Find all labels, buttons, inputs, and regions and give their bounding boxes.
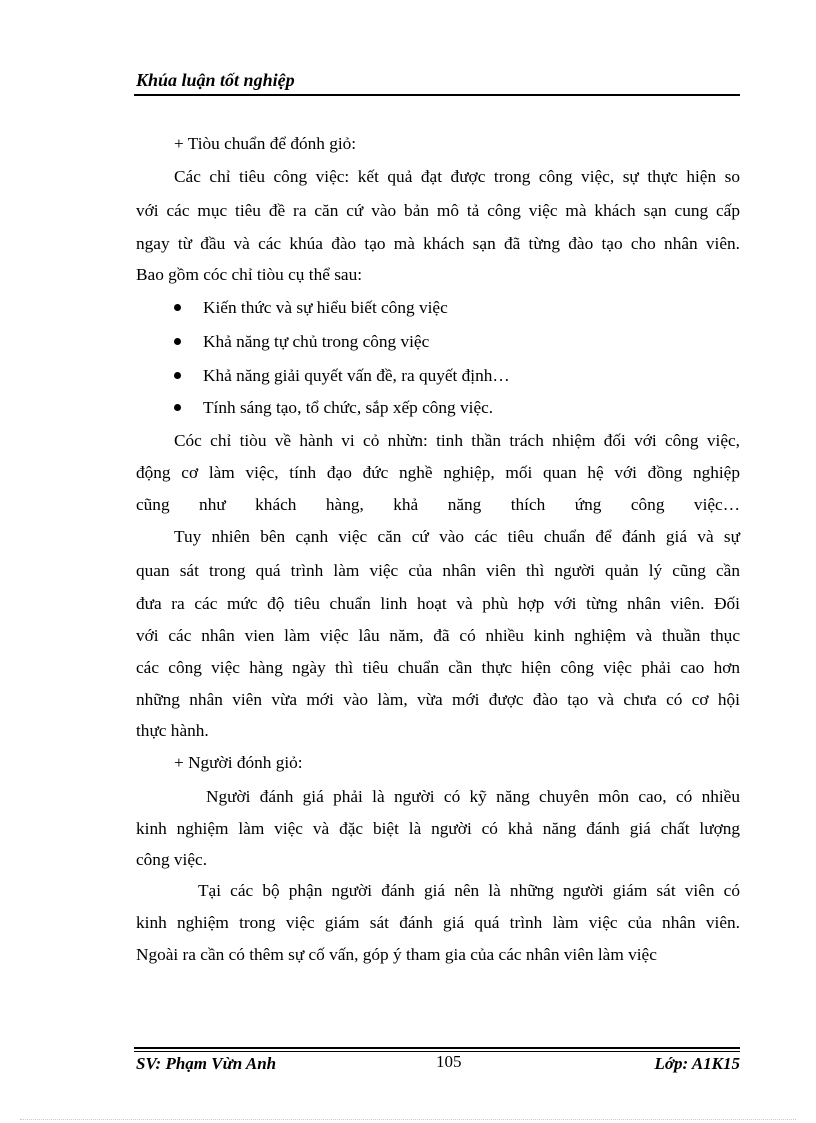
paragraph-line: Bao gồm cóc chỉ tiòu cụ thể sau:: [136, 265, 363, 284]
paragraph-line: cũng như khách hàng, khả năng thích ứng công việc…: [136, 495, 740, 514]
paragraph-line: Tuy nhiên bên cạnh việc căn cứ vào các tiêu chuẩn để đánh giá và sự: [174, 527, 740, 546]
paragraph-line: những nhân viên vừa mới vào làm, vừa mới được đào tạo và chưa có cơ hội: [136, 690, 740, 709]
paragraph-line: Ngoài ra cần có thêm sự cố vấn, góp ý tham gia của các nhân viên làm việc: [136, 945, 657, 964]
page-edge: [20, 1119, 796, 1120]
bullet-icon: [174, 404, 181, 411]
paragraph-line: kinh nghiệm làm việc và đặc biệt là người có khả năng đánh giá chất lượng: [136, 819, 740, 838]
paragraph-line: với các mục tiêu đề ra căn cứ vào bản mô tả công việc mà khách sạn cung cấp: [136, 201, 740, 220]
list-item: Khả năng tự chủ trong công việc: [203, 332, 430, 351]
paragraph-line: công việc.: [136, 850, 208, 869]
paragraph-line: ngay từ đầu và các khúa đào tạo mà khách sạn đã từng đào tạo cho nhân viên.: [136, 234, 740, 253]
paragraph-line: với các nhân vien làm việc lâu năm, đã có nhiều kinh nghiệm và thuần thục: [136, 626, 740, 645]
paragraph-line: động cơ làm việc, tính đạo đức nghề nghiệp, mối quan hệ với đồng nghiệp: [136, 463, 740, 482]
paragraph-line: Các chỉ tiêu công việc: kết quả đạt được trong công việc, sự thực hiện so: [174, 167, 740, 186]
class-label: Lớp: A1K15: [654, 1054, 740, 1073]
evaluator-heading: + Người đónh giỏ:: [174, 753, 303, 772]
list-item: Kiến thức và sự hiểu biết công việc: [203, 298, 448, 317]
footer-divider: [134, 1047, 740, 1049]
paragraph-line: Tại các bộ phận người đánh giá nên là những người giám sát viên có: [198, 881, 740, 900]
paragraph-line: đưa ra các mức độ tiêu chuẩn linh hoạt và phù hợp với từng nhân viên. Đối: [136, 594, 740, 613]
criteria-heading: + Tiòu chuẩn để đónh giỏ:: [174, 134, 357, 153]
bullet-icon: [174, 304, 181, 311]
header-divider: [134, 94, 740, 96]
document-title: Khúa luận tốt nghiệp: [136, 70, 295, 90]
bullet-icon: [174, 338, 181, 345]
paragraph-line: quan sát trong quá trình làm việc của nhân viên thì người quản lý cũng cần: [136, 561, 740, 580]
list-item: Khả năng giải quyết vấn đề, ra quyết định…: [203, 366, 510, 385]
paragraph-line: các công việc hàng ngày thì tiêu chuẩn cần thực hiện công việc phải cao hơn: [136, 658, 740, 677]
bullet-icon: [174, 372, 181, 379]
paragraph-line: Người đánh giá phải là người có kỹ năng chuyên môn cao, có nhiều: [206, 787, 740, 806]
page-number: 105: [436, 1052, 462, 1071]
list-item: Tính sáng tạo, tổ chức, sắp xếp công việc.: [203, 398, 494, 417]
paragraph-line: thực hành.: [136, 721, 209, 740]
paragraph-line: kinh nghiệm trong việc giám sát đánh giá quá trình làm việc của nhân viên.: [136, 913, 740, 932]
student-name: SV: Phạm Vừn Anh: [136, 1054, 277, 1073]
paragraph-line: Cóc chỉ tiòu về hành vi cỏ nhừn: tinh thần trách nhiệm đối với công việc,: [174, 431, 740, 450]
